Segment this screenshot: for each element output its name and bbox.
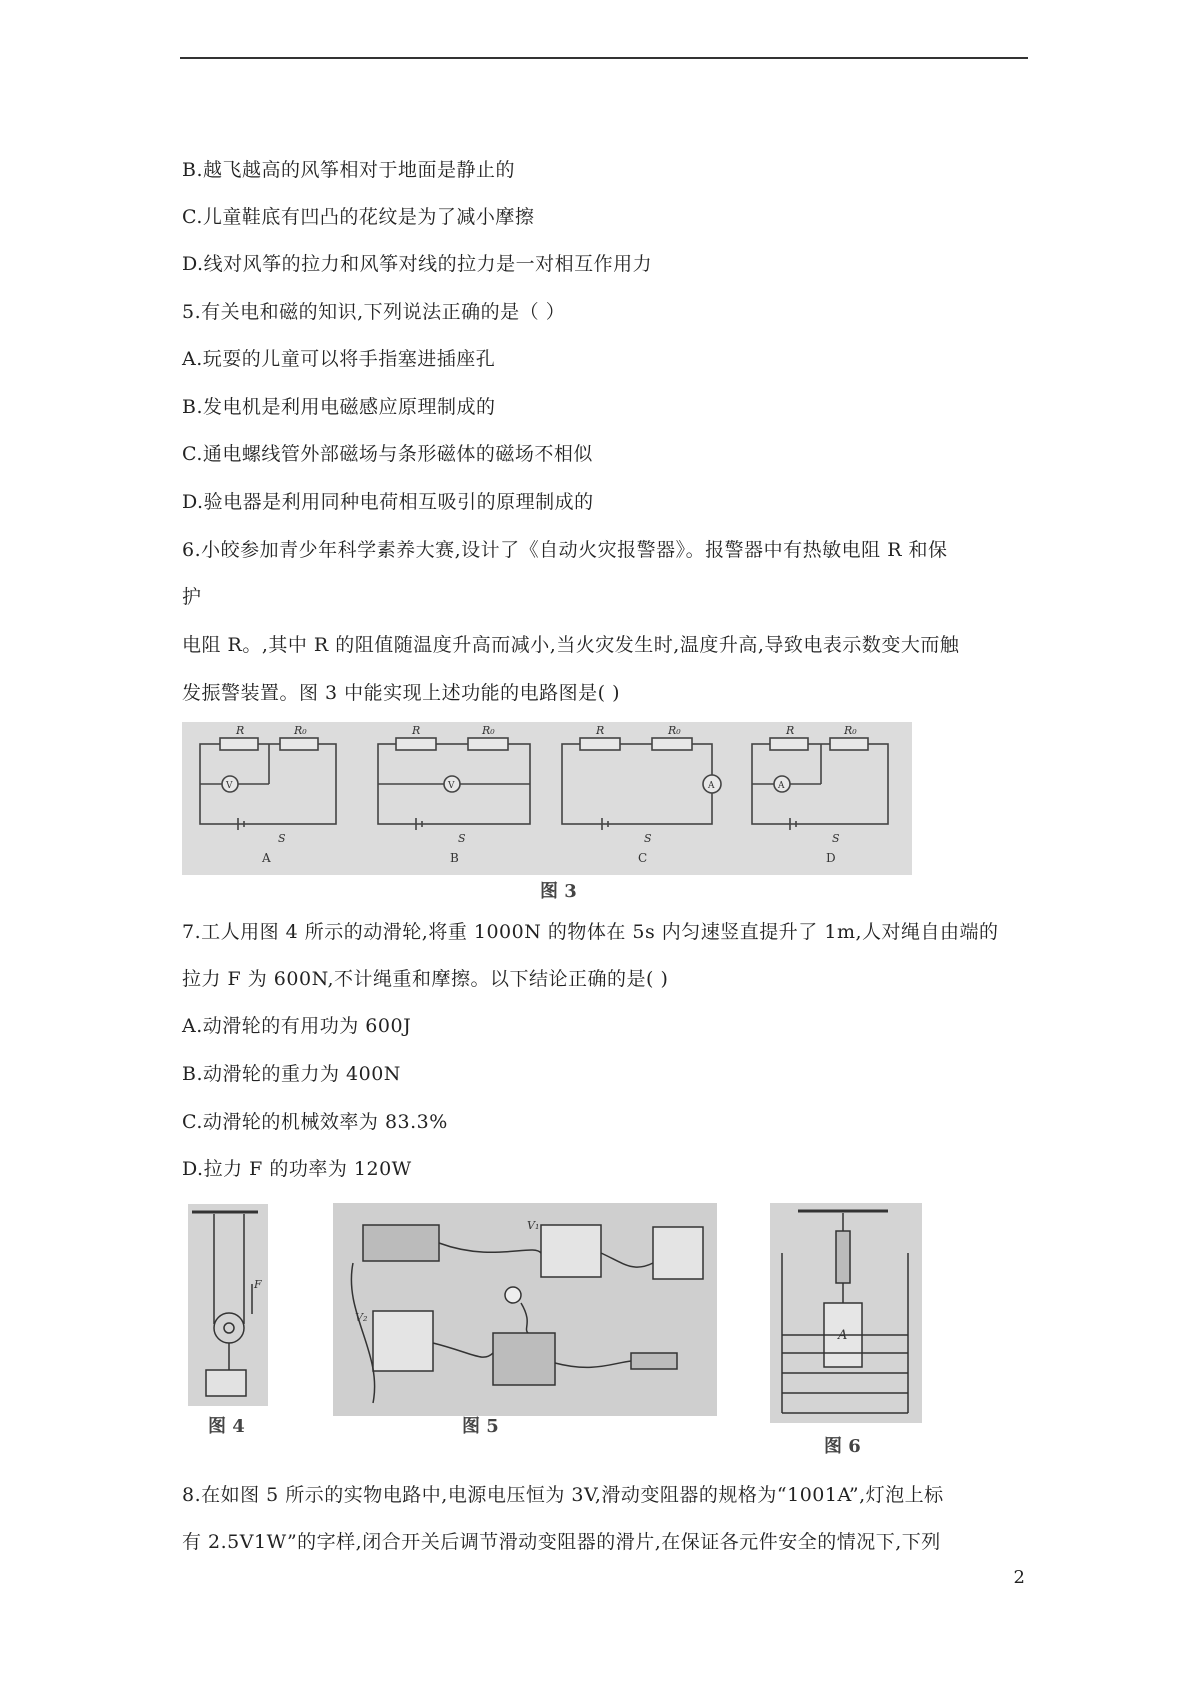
question-5: 5.有关电和磁的知识,下列说法正确的是（ ） <box>182 301 566 323</box>
meter-V: V <box>448 781 455 791</box>
text-line: B.发电机是利用电磁感应原理制成的 <box>182 396 496 418</box>
label-S: S <box>832 832 840 845</box>
figure-4-caption: 图 4 <box>208 1416 245 1437</box>
label-R0: R₀ <box>294 724 307 737</box>
figure-3-circuits <box>182 722 912 875</box>
figure-3-caption: 图 3 <box>540 881 577 902</box>
option-B-label: B <box>450 851 459 865</box>
text-line: B.动滑轮的重力为 400N <box>182 1063 401 1085</box>
figure-6-caption: 图 6 <box>824 1436 861 1457</box>
label-R: R <box>596 724 605 737</box>
label-S: S <box>458 832 466 845</box>
label-R0: R₀ <box>668 724 681 737</box>
text-line: D.验电器是利用同种电荷相互吸引的原理制成的 <box>182 491 594 513</box>
text-line: 电阻 R。,其中 R 的阻值随温度升高而减小,当火灾发生时,温度升高,导致电表示数变大而触 <box>182 634 960 656</box>
text-line: C.动滑轮的机械效率为 83.3% <box>182 1111 448 1133</box>
page-number: 2 <box>1013 1567 1025 1588</box>
meter-V: V <box>226 781 233 791</box>
label-R0: R₀ <box>844 724 857 737</box>
text-line: B.越飞越高的风筝相对于地面是静止的 <box>182 159 516 181</box>
text-line: C.儿童鞋底有凹凸的花纹是为了减小摩擦 <box>182 206 535 228</box>
figure-5-caption: 图 5 <box>462 1416 499 1437</box>
label-V1: V₁ <box>527 1219 540 1232</box>
question-6: 6.小皎参加青少年科学素养大赛,设计了《自动火灾报警器》。报警器中有热敏电阻 R 和保 <box>182 539 948 561</box>
figure-4-pulley <box>188 1204 268 1406</box>
text-line: D.线对风筝的拉力和风筝对线的拉力是一对相互作用力 <box>182 253 653 275</box>
text-line: 发振警装置。图 3 中能实现上述功能的电路图是( ) <box>182 682 621 704</box>
label-R0: R₀ <box>482 724 495 737</box>
text-line: 护 <box>182 586 202 608</box>
text-line: A.动滑轮的有用功为 600J <box>182 1015 412 1037</box>
figure-6-beaker <box>770 1203 922 1423</box>
label-R: R <box>412 724 421 737</box>
meter-A: A <box>778 781 785 791</box>
label-S: S <box>278 832 286 845</box>
label-A: A <box>838 1328 848 1343</box>
option-D-label: D <box>826 851 836 865</box>
option-C-label: C <box>638 851 648 865</box>
label-R: R <box>786 724 795 737</box>
text-line: D.拉力 F 的功率为 120W <box>182 1158 412 1180</box>
text-line: 有 2.5V1W”的字样,闭合开关后调节滑动变阻器的滑片,在保证各元件安全的情况下,下列 <box>182 1531 941 1553</box>
text-line: 拉力 F 为 600N,不计绳重和摩擦。以下结论正确的是( ) <box>182 968 669 990</box>
question-8: 8.在如图 5 所示的实物电路中,电源电压恒为 3V,滑动变阻器的规格为“1001A”,灯泡上标 <box>182 1484 944 1506</box>
label-S: S <box>644 832 652 845</box>
label-R: R <box>236 724 245 737</box>
text-line: A.玩耍的儿童可以将手指塞进插座孔 <box>182 348 496 370</box>
label-F: F <box>254 1278 262 1291</box>
figure-5-circuit-photo <box>333 1203 717 1416</box>
text-line: C.通电螺线管外部磁场与条形磁体的磁场不相似 <box>182 443 593 465</box>
header-rule <box>180 57 1028 59</box>
option-A-label: A <box>262 851 271 865</box>
question-7: 7.工人用图 4 所示的动滑轮,将重 1000N 的物体在 5s 内匀速竖直提升了 1m,人对绳自由端的 <box>182 921 999 943</box>
label-V2: V₂ <box>355 1311 368 1324</box>
meter-A: A <box>708 781 715 791</box>
